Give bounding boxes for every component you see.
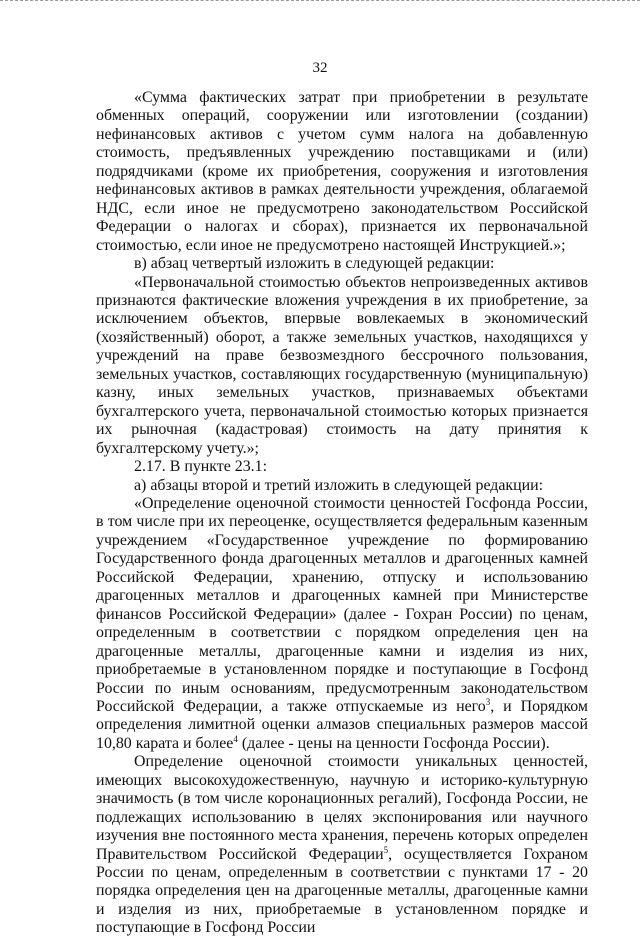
paragraph-4: 2.17. В пункте 23.1: [134, 458, 267, 476]
paragraph-2: в) абзац четвертый изложить в следующей редакции: [134, 255, 495, 273]
paragraph-1: «Сумма фактических затрат при приобретении в результате обменных операций, сооружении или изготовлении (создании) нефинансовых активов с учетом сумм налога на добавленную стоимость, предъявленных учреждению поставщиками и (или) подрядчиками (кроме их приобретения, сооружения и изготовления нефинансовых активов в рамках деятельности учреждения, облагаемой НДС, если иное не предусмотрено законодательством Российской Федерации о налогах и сборах), признается их первоначальной стоимостью, если иное не предусмотрено настоящей Инструкцией.»; [96, 89, 588, 254]
paragraph-5: а) абзацы второй и третий изложить в следующей редакции: [134, 476, 544, 494]
footnote-ref-5: 5 [383, 844, 389, 855]
paragraph-7 [96, 753, 588, 938]
paragraph-6-part-b: , и Порядком определения лимитной оценки алмазов специальных размеров массой 10,80 карата и более [96, 697, 588, 752]
paragraph-6-part-a: «Определение оценочной стоимости ценностей Госфонда России, в том числе при их переоценке, осуществляется федеральным казенным учреждением «Государственное учреждение по формированию Государственного фонда драгоценных металлов и драгоценных камней Российской Федерации, хранению, отпуску и использованию драгоценных металлов и драгоценных камней при Министерстве финансов Российской Федерации» (далее - Гохран России) по ценам, определенным в соответствии с порядком определения цен на драгоценные металлы, драгоценные камни и изделия из них, приобретаемые в установленном порядке и поступающие в Госфонд России по иным основаниям, предусмотренным законодательством Российской Федерации, а также отпускаемые из него [96, 494, 588, 715]
page-number: 32 [312, 60, 328, 76]
paragraph-7-part-b: , осуществляется Гохраном России по ценам, определенным в соответствии с пунктами 17 - 20 порядка определения цен на драгоценные металлы, драгоценные камни и изделия из них, приобретаемые в установленном порядке и поступающие в Госфонд России [96, 845, 588, 937]
paragraph-6 [96, 495, 588, 753]
document-body [96, 89, 588, 938]
scan-top-edge [0, 0, 640, 3]
footnote-ref-3: 3 [485, 696, 491, 707]
footnote-ref-4: 4 [233, 733, 238, 744]
paragraph-6-part-c: (далее - цены на ценности Госфонда России). [237, 734, 550, 752]
paragraph-7-part-a: Определение оценочной стоимости уникальных ценностей, имеющих высокохудожественную, научную и историко-культурную значимость (в том числе коронационных регалий), Госфонда России, не подлежащих использованию в целях экспонирования или научного изучения вне постоянного места хранения, перечень которых определен Правительством Российской Федерации [96, 753, 588, 863]
paragraph-3: «Первоначальной стоимостью объектов непроизведенных активов признаются фактические вложения учреждения в их приобретение, за исключением объектов, впервые вовлекаемых в экономический (хозяйственный) оборот, а также земельных участков, находящихся у учреждений на праве безвозмездного бессрочного пользования, земельных участков, составляющих государственную (муниципальную) казну, иных земельных участков, признаваемых объектами бухгалтерского учета, первоначальной стоимостью которых признается их рыночная (кадастровая) стоимость на дату принятия к бухгалтерскому учету.»; [96, 273, 588, 457]
